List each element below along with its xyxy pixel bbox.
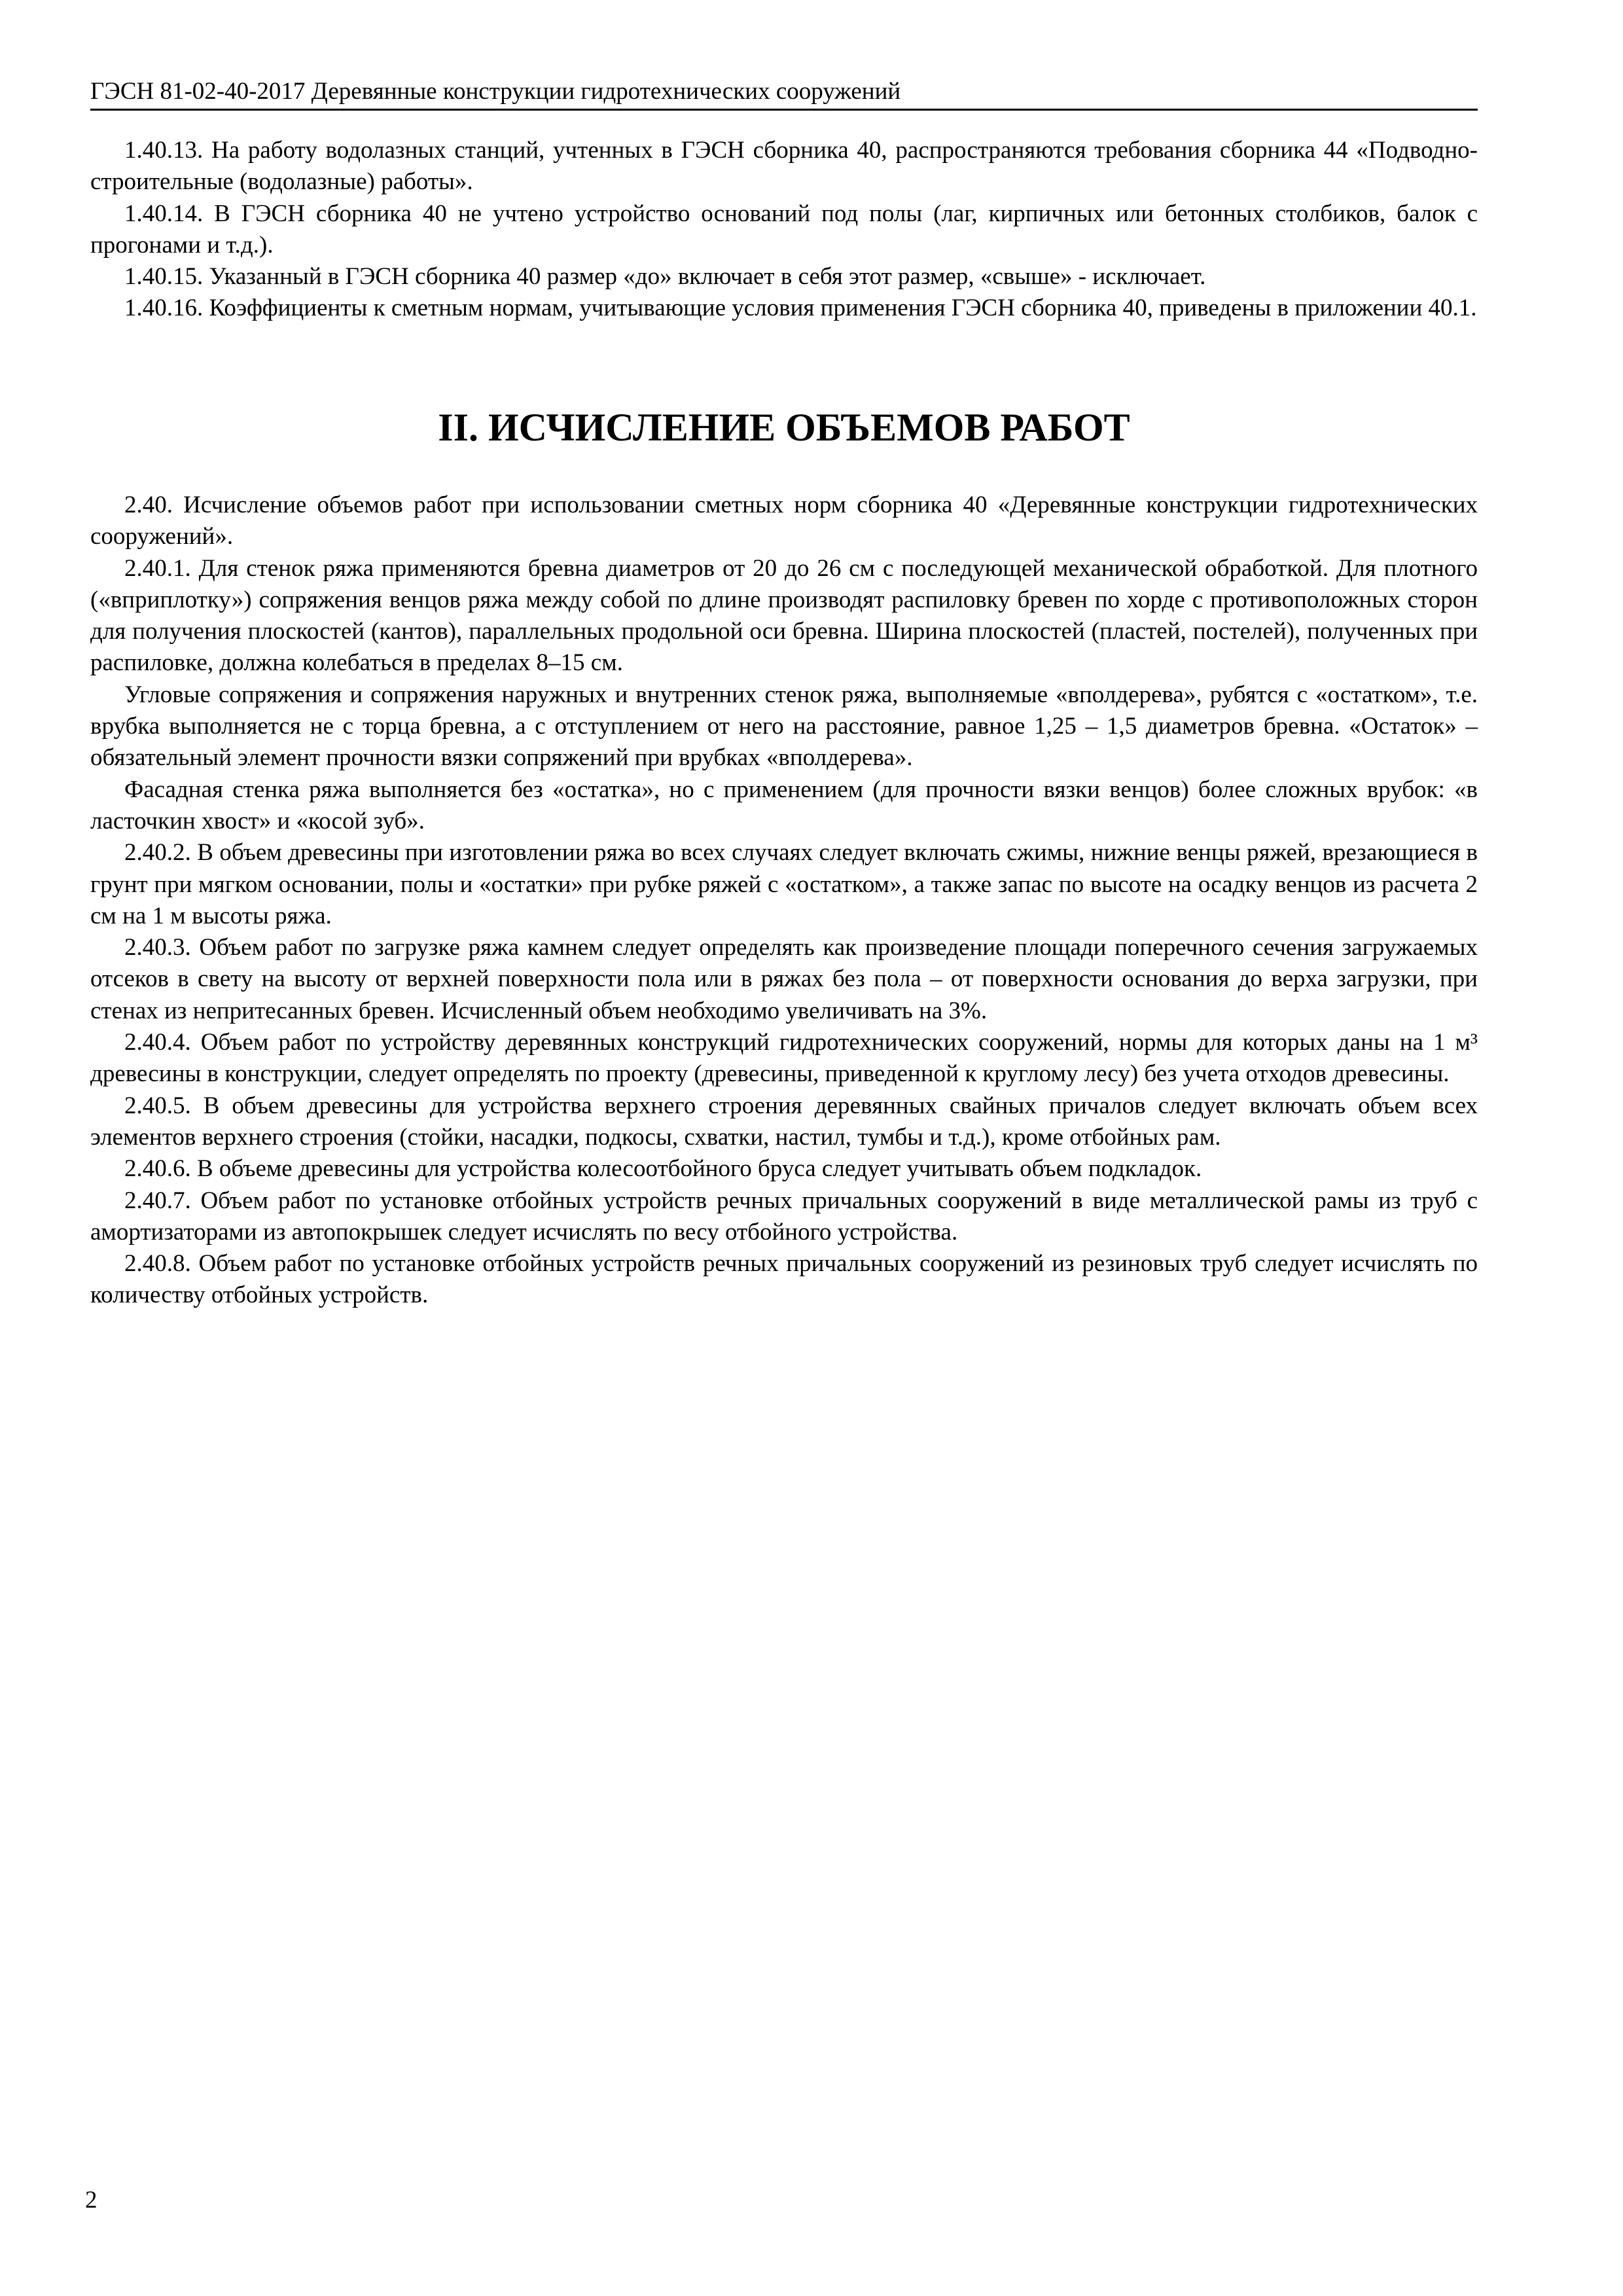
paragraph-2-40: 2.40. Исчисление объемов работ при использовании сметных норм сборника 40 «Деревянные конструкции гидротехнических сооружений». — [90, 492, 1478, 550]
paragraph-2-40-5: 2.40.5. В объем древесины для устройства верхнего строения деревянных свайных причалов следует включать объем всех элементов верхнего строения (стойки, насадки, подкосы, схватки, настил, тумбы и т.д.), кроме отбойных рам. — [90, 1092, 1478, 1151]
paragraph-2-40-1: 2.40.1. Для стенок ряжа применяются бревна диаметров от 20 до 26 см с последующей механической обработкой. Для плотного («вприплотку») сопряжения венцов ряжа между собой по длине производят распиловку бревен по хорде с противоположных сторон для получения плоскостей (кантов), параллельных продольной оси бревна. Ширина плоскостей (пластей, постелей), полученных при распиловке, должна колебаться в пределах 8–15 см. — [90, 554, 1478, 677]
section-title: II. ИСЧИСЛЕНИЕ ОБЪЕМОВ РАБОТ — [438, 406, 1130, 449]
paragraph-2-40-7: 2.40.7. Объем работ по установке отбойных устройств речных причальных сооружений в виде металлической рамы из труб с амортизаторами из автопокрышек следует исчислять по весу отбойного устройства. — [90, 1187, 1478, 1246]
paragraph-1-40-15: 1.40.15. Указанный в ГЭСН сборника 40 размер «до» включает в себя этот размер, «свыше» - исключает. — [124, 263, 1206, 291]
paragraph-2-40-6: 2.40.6. В объеме древесины для устройства колесоотбойного бруса следует учитывать объем подкладок. — [124, 1155, 1202, 1183]
paragraph-facade-wall: Фасадная стенка ряжа выполняется без «остатка», но с применением (для прочности вязки венцов) более сложных врубок: «в ласточкин хвост» и «косой зуб». — [90, 776, 1478, 834]
page-number: 2 — [85, 2187, 98, 2214]
paragraph-1-40-13: 1.40.13. На работу водолазных станций, учтенных в ГЭСН сборника 40, распространяются требования сборника 44 «Подводно-строительные (водолазные) работы». — [90, 137, 1478, 196]
paragraph-2-40-4: 2.40.4. Объем работ по устройству деревянных конструкций гидротехнических сооружений, нормы для которых даны на 1 м³ древесины в конструкции, следует определять по проекту (древесины, приведенной к круглому лесу) без учета отходов древесины. — [90, 1029, 1478, 1088]
paragraph-corner-joints: Угловые сопряжения и сопряжения наружных и внутренних стенок ряжа, выполняемые «вполдерева», рубятся с «остатком», т.е. врубка выполняется не с торца бревна, а с отступлением от него на расстояние, равное 1,25 – 1,5 диаметров бревна. «Остаток» – обязательный элемент прочности вязки сопряжений при врубках «вполдерева». — [90, 681, 1478, 772]
paragraph-2-40-8: 2.40.8. Объем работ по установке отбойных устройств речных причальных сооружений из резиновых труб следует исчислять по количеству отбойных устройств. — [90, 1250, 1478, 1309]
paragraph-1-40-14: 1.40.14. В ГЭСН сборника 40 не учтено устройство оснований под полы (лаг, кирпичных или бетонных столбиков, балок с прогонами и т.д.). — [90, 200, 1478, 259]
section-2-body — [90, 490, 1478, 1312]
paragraph-1-40-16: 1.40.16. Коэффициенты к сметным нормам, учитывающие условия применения ГЭСН сборника 40, приведены в приложении 40.1. — [124, 295, 1477, 322]
section-1-body — [90, 135, 1478, 325]
paragraph-2-40-3: 2.40.3. Объем работ по загрузке ряжа камнем следует определять как произведение площади поперечного сечения загружаемых отсеков в свету на высоту от верхней поверхности пола или в ряжах без пола – от поверхности основания до верха загрузки, при стенах из непритесанных бревен. Исчисленный объем необходимо увеличивать на 3%. — [90, 934, 1478, 1024]
paragraph-2-40-2: 2.40.2. В объем древесины при изготовлении ряжа во всех случаях следует включать сжимы, нижние венцы ряжей, врезающиеся в грунт при мягком основании, полы и «остатки» при рубке ряжей с «остатком», а также запас по высоте на осадку венцов из расчета 2 см на 1 м высоты ряжа. — [90, 839, 1478, 929]
page-header: ГЭСН 81-02-40-2017 Деревянные конструкции гидротехнических сооружений — [90, 77, 1478, 111]
